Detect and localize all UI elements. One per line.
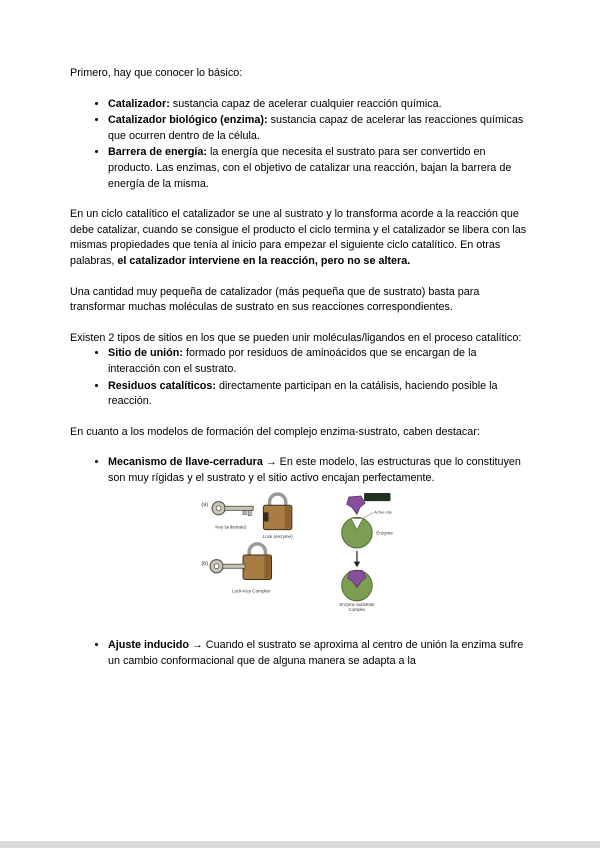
list-item bbox=[108, 455, 530, 486]
models-list-continued bbox=[70, 638, 530, 669]
substrate-icon bbox=[347, 497, 365, 515]
enzyme-substrate-complex-icon bbox=[342, 571, 373, 602]
term: Catalizador: bbox=[108, 97, 170, 110]
figure-label-a: (a) bbox=[201, 502, 209, 509]
list-item bbox=[108, 113, 530, 144]
list-item bbox=[108, 97, 530, 113]
models-intro-paragraph: En cuanto a los modelos de formación del complejo enzima-sustrato, caben destacar: bbox=[70, 425, 480, 438]
lock-key-figure bbox=[70, 492, 530, 618]
padlock-icon bbox=[263, 495, 291, 531]
definition: directamente participan en la catálisis, haciendo posible la reacción. bbox=[108, 379, 498, 408]
key-caption: Key (substrate) bbox=[215, 525, 247, 531]
models-list bbox=[70, 455, 530, 486]
definition: sustancia capaz de acelerar las reacciones químicas que ocurren dentro de la célula. bbox=[108, 114, 524, 142]
active-site-pointer-line bbox=[363, 513, 373, 519]
list-item bbox=[108, 145, 530, 192]
cycle-paragraph bbox=[70, 207, 530, 269]
term: Sitio de unión: bbox=[108, 347, 183, 360]
lock-key-complex-icon bbox=[210, 544, 272, 580]
sites-intro-paragraph: Existen 2 tipos de sitios en los que se pueden unir moléculas/ligandos en el proceso catalítico: bbox=[70, 331, 522, 344]
figure-label-b: (b) bbox=[201, 561, 209, 568]
list-item bbox=[108, 379, 530, 410]
definition: → En este modelo, las estructuras que lo constituyen son muy rígidas y el sustrato y el sitio activo encajan perfectamente. bbox=[108, 456, 521, 484]
sites-list bbox=[70, 346, 530, 409]
cycle-bold-text: el catalizador interviene en la reacción, pero no se altera. bbox=[117, 254, 411, 267]
down-arrow-icon bbox=[354, 551, 361, 567]
es-complex-caption-line1: Enzyme Substrate bbox=[339, 602, 375, 608]
enzyme-tag: Enzyme bbox=[376, 531, 393, 537]
page-break-strip bbox=[0, 841, 600, 848]
list-item bbox=[108, 346, 530, 377]
amount-paragraph: Una cantidad muy pequeña de catalizador (más pequeña que de sustrato) basta para transformar muchas moléculas de sustrato en sus reacciones correspondientes. bbox=[70, 285, 480, 314]
term: Ajuste inducido bbox=[108, 639, 189, 652]
key-icon bbox=[212, 502, 253, 516]
intro-paragraph: Primero, hay que conocer lo básico: bbox=[70, 67, 243, 79]
definition: → Cuando el sustrato se aproxima al centro de unión la enzima sufre un cambio conformacional que de alguna manera se adapta a la bbox=[108, 639, 524, 667]
basics-list bbox=[70, 97, 530, 193]
term: Barrera de energía: bbox=[108, 146, 208, 159]
definition: formado por residuos de aminoácidos que se encargan de la interacción con el sustrato. bbox=[108, 347, 477, 375]
definition: sustancia capaz de acelerar cualquier reacción química. bbox=[169, 97, 442, 110]
definition: la energía que necesita el sustrato para ser convertido en producto. Las enzimas, con el objetivo de catalizar una reacción, bajan la barrera de energía de la misma. bbox=[108, 146, 512, 190]
cycle-text: En un ciclo catalítico el catalizador se une al sustrato y lo transforma acorde a la reacción que debe catalizar, cuando se consigue el producto el ciclo termina y el catalizador se libera con las mismas propiedades que tenía al inicio para empezar el siguiente ciclo catalítico. En otras palabras, bbox=[70, 208, 527, 267]
term: Catalizador biológico (enzima): bbox=[108, 114, 268, 127]
active-site-tag: Active site bbox=[374, 510, 392, 515]
list-item bbox=[108, 638, 530, 669]
substrate-tag: Substrate bbox=[369, 496, 386, 501]
es-complex-caption-line2: Complex bbox=[348, 607, 366, 613]
complex-caption: Lock-Key Complex bbox=[232, 589, 271, 595]
term: Residuos catalíticos: bbox=[108, 379, 217, 392]
term: Mecanismo de llave-cerradura bbox=[108, 456, 263, 469]
lock-key-diagram bbox=[198, 492, 402, 612]
enzyme-icon bbox=[342, 518, 373, 549]
lock-caption: Lock (enzyme) bbox=[262, 534, 293, 540]
